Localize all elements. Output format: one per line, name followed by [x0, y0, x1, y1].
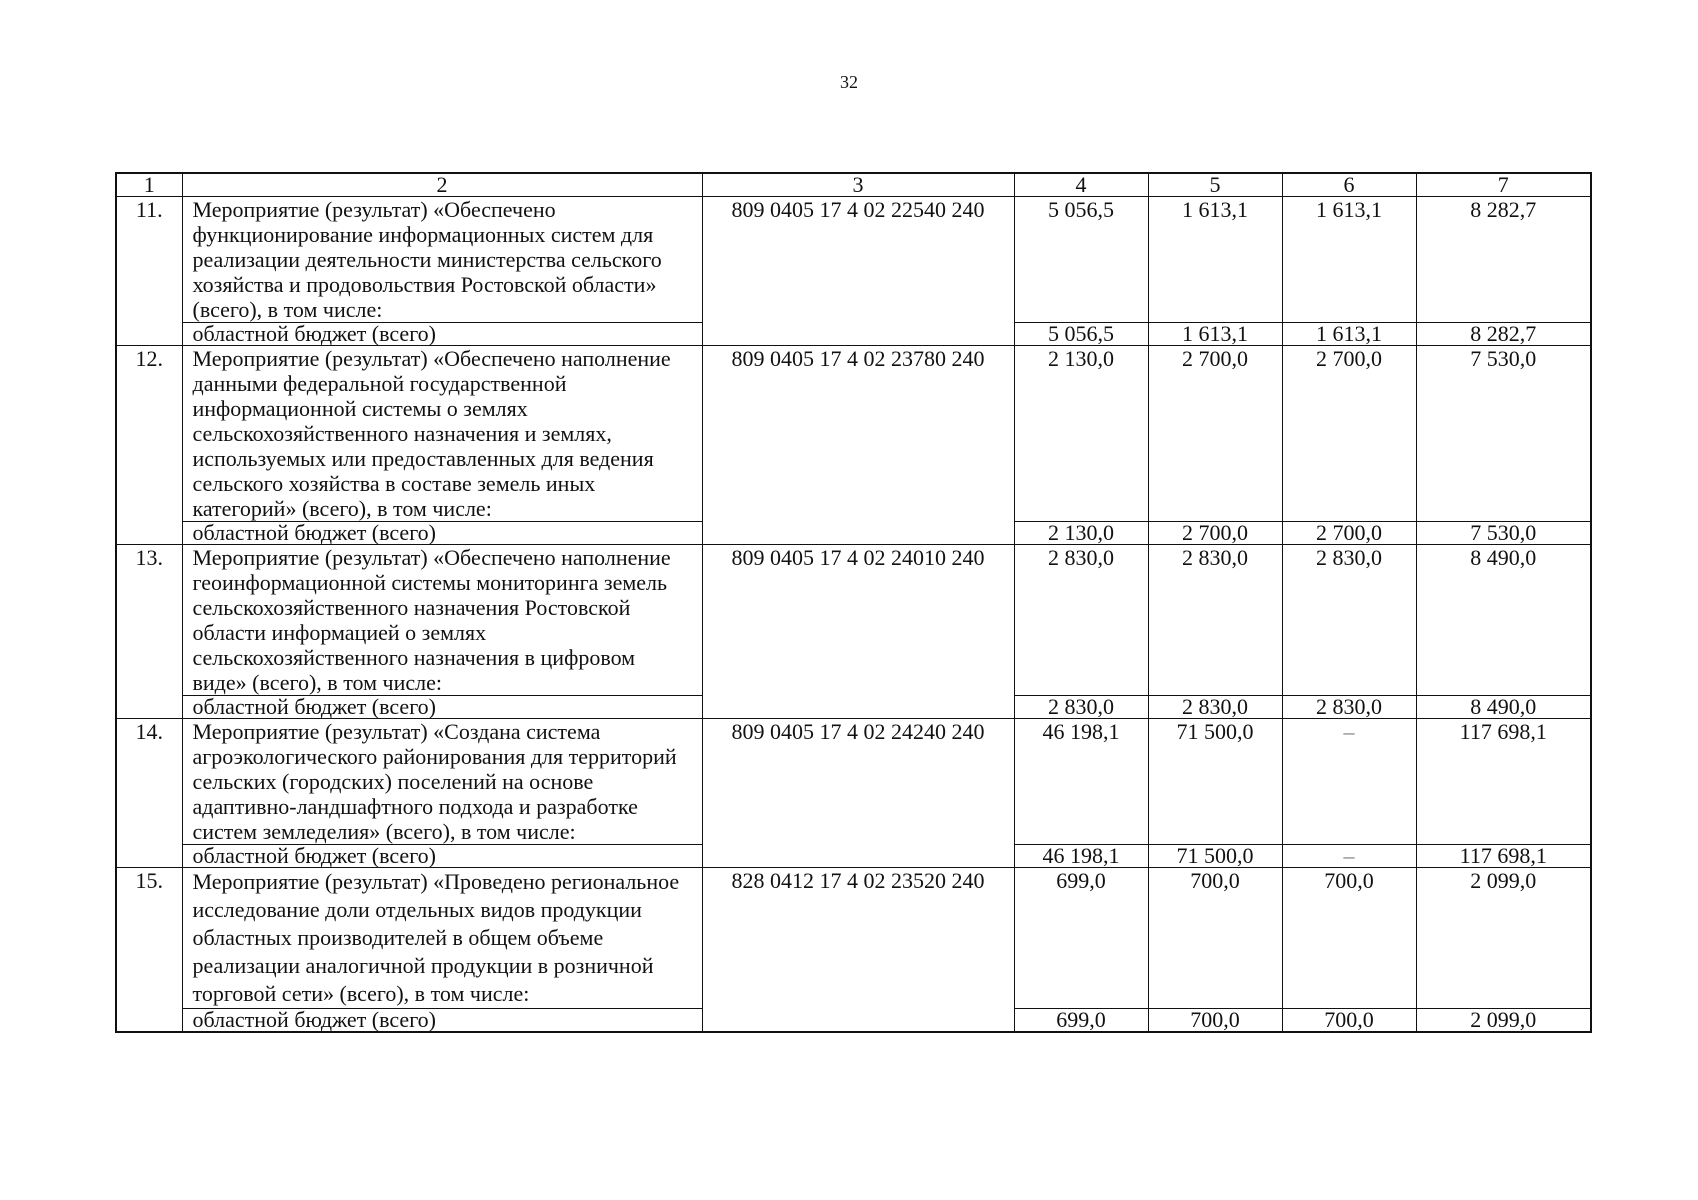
- value-cell: 1 613,1: [1282, 197, 1416, 323]
- activity-title: Мероприятие (результат) «Обеспечено наполнение данными федеральной государственной информационной системы о землях сельскохозяйственного назначения и землях, используемых или предоставленных для ведения сельского хозяйства в составе земель иных категорий» (всего), в том числе:: [182, 346, 702, 522]
- row-number: 13.: [116, 545, 182, 719]
- total-cell: 7 530,0: [1416, 522, 1591, 545]
- total-cell: 8 490,0: [1416, 696, 1591, 719]
- value-cell: –: [1282, 719, 1416, 845]
- sub-label: областной бюджет (всего): [182, 522, 702, 545]
- table-row: [116, 868, 1591, 1009]
- sub-label: областной бюджет (всего): [182, 696, 702, 719]
- value-cell: 2 130,0: [1014, 522, 1148, 545]
- total-cell: 8 490,0: [1416, 545, 1591, 696]
- row-number: 15.: [116, 868, 182, 1033]
- row-number: 12.: [116, 346, 182, 545]
- value-cell: 71 500,0: [1148, 845, 1282, 868]
- activity-title: Мероприятие (результат) «Проведено региональное исследование доли отдельных видов продукции областных производителей в общем объеме реализации аналогичной продукции в розничной торговой сети» (всего), в том числе:: [182, 868, 702, 1009]
- value-cell: 2 130,0: [1014, 346, 1148, 522]
- column-header: 2: [182, 173, 702, 197]
- budget-code: 809 0405 17 4 02 24010 240: [702, 545, 1014, 719]
- total-cell: 7 530,0: [1416, 346, 1591, 522]
- value-cell: 5 056,5: [1014, 323, 1148, 346]
- value-cell: 700,0: [1282, 868, 1416, 1009]
- value-cell: 699,0: [1014, 868, 1148, 1009]
- value-cell: –: [1282, 845, 1416, 868]
- total-cell: 117 698,1: [1416, 845, 1591, 868]
- total-cell: 8 282,7: [1416, 197, 1591, 323]
- value-cell: 2 830,0: [1148, 545, 1282, 696]
- value-cell: 1 613,1: [1148, 323, 1282, 346]
- budget-code: 809 0405 17 4 02 22540 240: [702, 197, 1014, 346]
- row-number: 14.: [116, 719, 182, 868]
- value-cell: 46 198,1: [1014, 845, 1148, 868]
- table-row: [116, 719, 1591, 845]
- value-cell: 71 500,0: [1148, 719, 1282, 845]
- column-header: 1: [116, 173, 182, 197]
- budget-table: [115, 172, 1592, 1033]
- value-cell: 5 056,5: [1014, 197, 1148, 323]
- column-header: 6: [1282, 173, 1416, 197]
- table-row: [116, 197, 1591, 323]
- value-cell: 2 700,0: [1282, 346, 1416, 522]
- budget-code: 828 0412 17 4 02 23520 240: [702, 868, 1014, 1033]
- budget-code: 809 0405 17 4 02 23780 240: [702, 346, 1014, 545]
- sub-label: областной бюджет (всего): [182, 1009, 702, 1033]
- page-number: 32: [840, 72, 858, 92]
- total-cell: 2 099,0: [1416, 1009, 1591, 1033]
- total-cell: 2 099,0: [1416, 868, 1591, 1009]
- value-cell: 2 830,0: [1014, 696, 1148, 719]
- value-cell: 2 700,0: [1148, 522, 1282, 545]
- value-cell: 46 198,1: [1014, 719, 1148, 845]
- value-cell: 700,0: [1282, 1009, 1416, 1033]
- table-row: [116, 346, 1591, 522]
- table-row: [116, 545, 1591, 696]
- value-cell: 700,0: [1148, 1009, 1282, 1033]
- activity-title: Мероприятие (результат) «Обеспечено наполнение геоинформационной системы мониторинга земель сельскохозяйственного назначения Ростовской области информацией о землях сельскохозяйственного назначения в цифровом виде» (всего), в том числе:: [182, 545, 702, 696]
- value-cell: 2 830,0: [1014, 545, 1148, 696]
- budget-code: 809 0405 17 4 02 24240 240: [702, 719, 1014, 868]
- column-header: 5: [1148, 173, 1282, 197]
- value-cell: 2 830,0: [1282, 696, 1416, 719]
- activity-title: Мероприятие (результат) «Создана система агроэкологического районирования для территорий сельских (городских) поселений на основе адаптивно-ландшафтного подхода и разработке систем земледелия» (всего), в том числе:: [182, 719, 702, 845]
- total-cell: 8 282,7: [1416, 323, 1591, 346]
- column-header: 4: [1014, 173, 1148, 197]
- value-cell: 1 613,1: [1282, 323, 1416, 346]
- value-cell: 2 830,0: [1148, 696, 1282, 719]
- value-cell: 2 700,0: [1148, 346, 1282, 522]
- activity-title: Мероприятие (результат) «Обеспечено функционирование информационных систем для реализации деятельности министерства сельского хозяйства и продовольствия Ростовской области» (всего), в том числе:: [182, 197, 702, 323]
- column-header: 7: [1416, 173, 1591, 197]
- column-header: 3: [702, 173, 1014, 197]
- value-cell: 2 700,0: [1282, 522, 1416, 545]
- value-cell: 699,0: [1014, 1009, 1148, 1033]
- value-cell: 1 613,1: [1148, 197, 1282, 323]
- sub-label: областной бюджет (всего): [182, 845, 702, 868]
- value-cell: 2 830,0: [1282, 545, 1416, 696]
- sub-label: областной бюджет (всего): [182, 323, 702, 346]
- total-cell: 117 698,1: [1416, 719, 1591, 845]
- value-cell: 700,0: [1148, 868, 1282, 1009]
- header-row: [116, 173, 1591, 197]
- row-number: 11.: [116, 197, 182, 346]
